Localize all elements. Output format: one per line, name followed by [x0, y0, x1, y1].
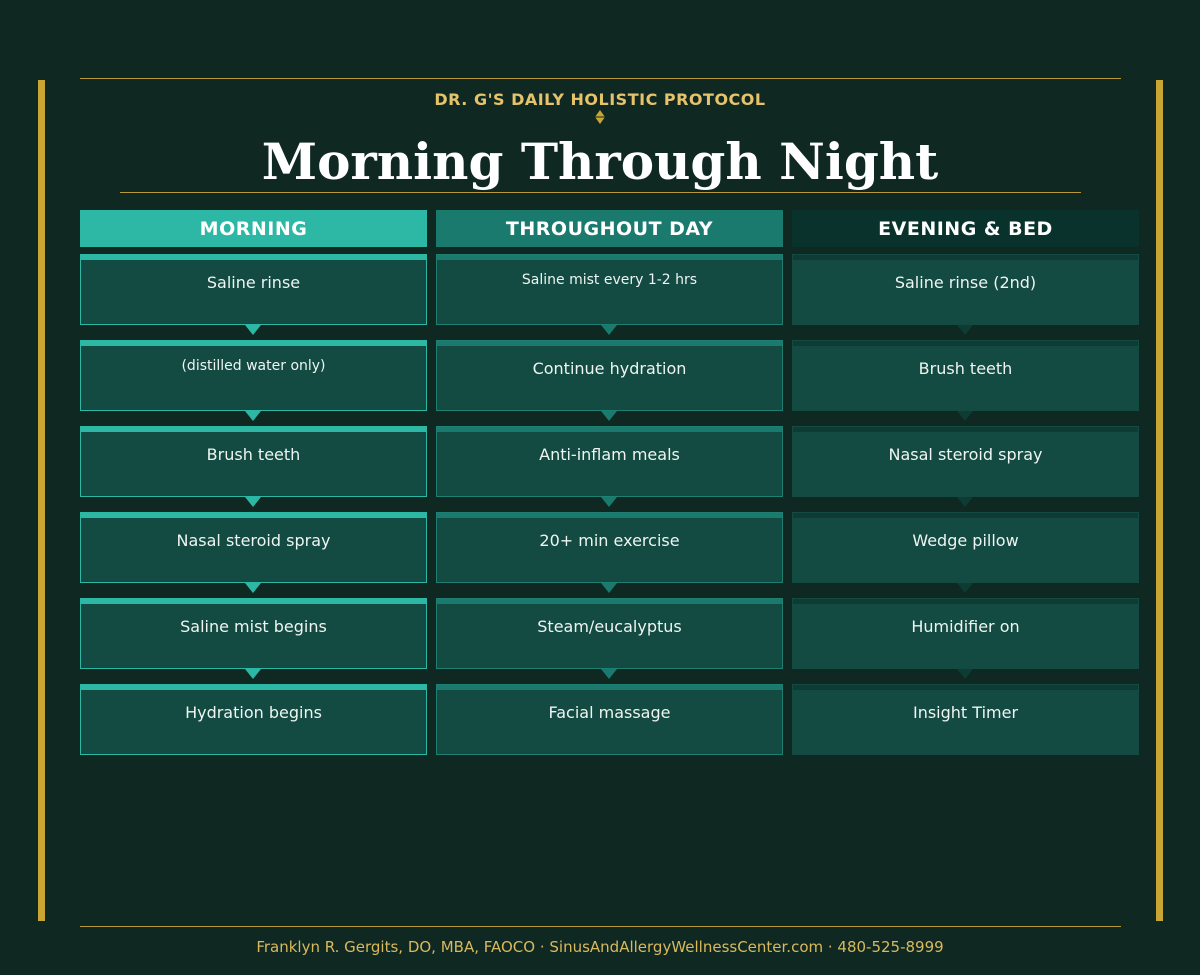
protocol-subtitle: DR. G'S DAILY HOLISTIC PROTOCOL — [434, 90, 766, 109]
step-card-morning — [80, 254, 427, 325]
step-card-evening — [792, 512, 1139, 583]
step-card-morning — [80, 512, 427, 583]
down-arrow-icon — [957, 411, 973, 421]
card-accent-bar — [437, 427, 782, 432]
footer-contact: Franklyn R. Gergits, DO, MBA, FAOCO · SinusAndAllergyWellnessCenter.com · 480-525-8999 — [256, 938, 944, 956]
down-arrow-icon — [957, 497, 973, 507]
card-accent-bar — [793, 427, 1138, 432]
step-label: 20+ min exercise — [539, 531, 680, 550]
step-label: (distilled water only) — [181, 358, 326, 374]
step-card-throughout-day — [436, 426, 783, 497]
down-arrow-icon — [601, 583, 617, 593]
step-label: Wedge pillow — [912, 531, 1019, 550]
step-card-evening — [792, 426, 1139, 497]
column-header-throughout-day: THROUGHOUT DAY — [436, 210, 783, 247]
step-label: Saline mist every 1-2 hrs — [521, 272, 698, 288]
step-card-throughout-day — [436, 512, 783, 583]
down-arrow-icon — [245, 497, 261, 507]
step-label: Nasal steroid spray — [888, 445, 1043, 464]
down-arrow-icon — [957, 325, 973, 335]
step-card-throughout-day — [436, 684, 783, 755]
step-card-evening — [792, 340, 1139, 411]
step-label: Saline mist begins — [180, 617, 327, 636]
title-underline — [120, 192, 1081, 193]
down-arrow-icon — [957, 583, 973, 593]
footer-rule — [80, 926, 1121, 927]
step-card-evening — [792, 598, 1139, 669]
step-label: Hydration begins — [185, 703, 322, 722]
step-card-morning — [80, 426, 427, 497]
step-card-evening — [792, 254, 1139, 325]
card-accent-bar — [793, 513, 1138, 518]
down-arrow-icon — [601, 497, 617, 507]
step-card-morning — [80, 340, 427, 411]
step-label: Insight Timer — [912, 703, 1019, 722]
step-label: Brush teeth — [918, 359, 1013, 378]
down-arrow-icon — [601, 669, 617, 679]
card-accent-bar — [793, 255, 1138, 260]
step-card-morning — [80, 684, 427, 755]
step-label: Anti-inflam meals — [539, 445, 680, 464]
step-card-throughout-day — [436, 598, 783, 669]
card-accent-bar — [793, 685, 1138, 690]
step-card-throughout-day — [436, 340, 783, 411]
step-label: Saline rinse (2nd) — [894, 273, 1037, 292]
card-accent-bar — [81, 427, 426, 432]
card-accent-bar — [81, 685, 426, 690]
card-accent-bar — [437, 255, 782, 260]
left-gold-border — [38, 80, 45, 921]
down-arrow-icon — [245, 583, 261, 593]
card-accent-bar — [793, 341, 1138, 346]
down-arrow-icon — [601, 325, 617, 335]
step-card-throughout-day — [436, 254, 783, 325]
column-header-morning: MORNING — [80, 210, 427, 247]
top-rule — [80, 78, 1121, 79]
card-accent-bar — [437, 685, 782, 690]
column-header-evening: EVENING & BED — [792, 210, 1139, 247]
step-label: Brush teeth — [206, 445, 301, 464]
card-accent-bar — [437, 599, 782, 604]
step-card-evening — [792, 684, 1139, 755]
card-accent-bar — [81, 513, 426, 518]
card-accent-bar — [437, 341, 782, 346]
step-label: Nasal steroid spray — [176, 531, 331, 550]
step-label: Humidifier on — [911, 617, 1020, 636]
down-arrow-icon — [601, 411, 617, 421]
card-accent-bar — [81, 341, 426, 346]
right-gold-border — [1156, 80, 1163, 921]
card-accent-bar — [793, 599, 1138, 604]
step-label: Facial massage — [548, 703, 671, 722]
card-accent-bar — [437, 513, 782, 518]
card-accent-bar — [81, 599, 426, 604]
down-arrow-icon — [245, 325, 261, 335]
step-card-morning — [80, 598, 427, 669]
step-label: Steam/eucalyptus — [537, 617, 682, 636]
page-title: Morning Through Night — [261, 132, 939, 191]
step-label: Saline rinse — [206, 273, 301, 292]
card-accent-bar — [81, 255, 426, 260]
down-arrow-icon — [245, 669, 261, 679]
down-arrow-icon — [245, 411, 261, 421]
diamond-icon — [595, 110, 605, 124]
step-label: Continue hydration — [532, 359, 687, 378]
down-arrow-icon — [957, 669, 973, 679]
